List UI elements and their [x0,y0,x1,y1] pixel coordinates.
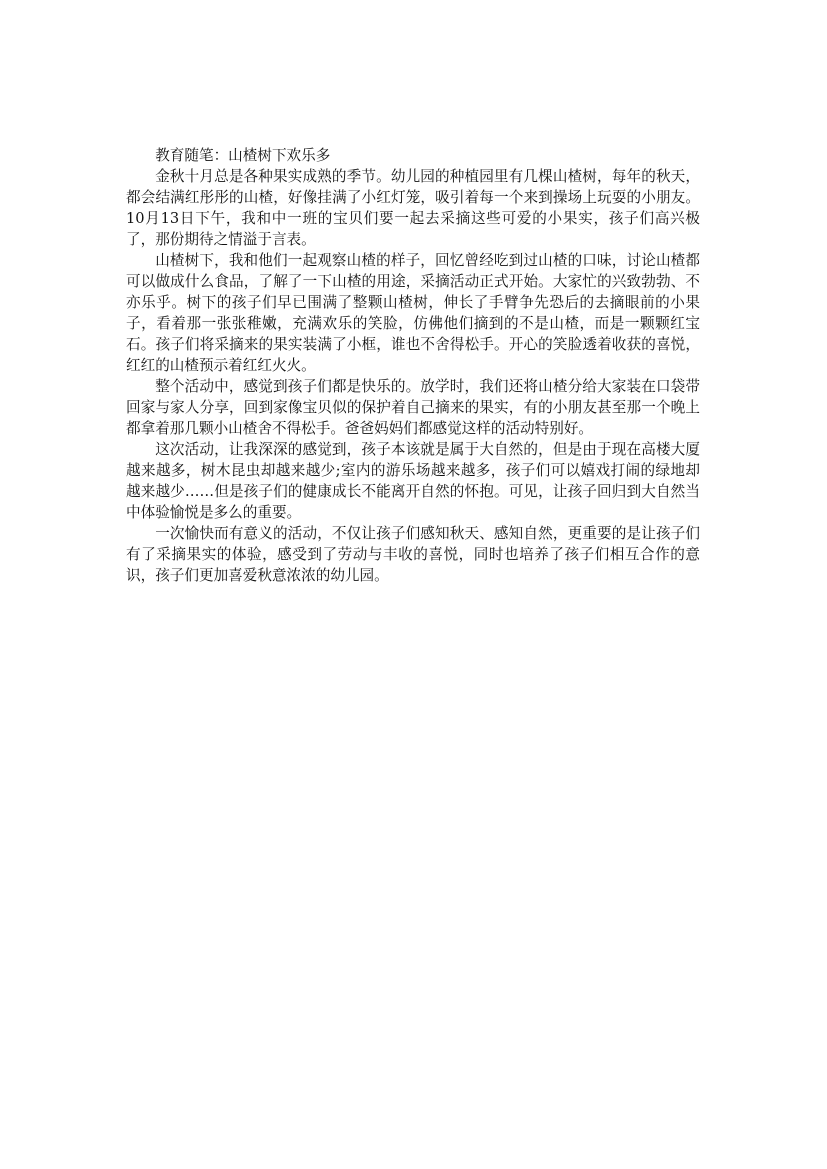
paragraph-2: 山楂树下，我和他们一起观察山楂的样子，回忆曾经吃到过山楂的口味，讨论山楂都可以做成什么食品，了解了一下山楂的用途，采摘活动正式开始。大家忙的兴致勃勃、不亦乐乎。树下的孩子们早已围满了整颗山楂树，伸长了手臂争先恐后的去摘眼前的小果子，看着那一张张稚嫩，充满欢乐的笑脸，仿佛他们摘到的不是山楂，而是一颗颗红宝石。孩子们将采摘来的果实装满了小框，谁也不舍得松手。开心的笑脸透着收获的喜悦，红红的山楂预示着红红火火。 [126,252,700,374]
document-body [126,145,700,586]
paragraph-1: 金秋十月总是各种果实成熟的季节。幼儿园的种植园里有几棵山楂树，每年的秋天，都会结满红彤彤的山楂，好像挂满了小红灯笼，吸引着每一个来到操场上玩耍的小朋友。10月13日下午，我和中一班的宝贝们要一起去采摘这些可爱的小果实，孩子们高兴极了，那份期待之情溢于言表。 [126,168,700,248]
document-title: 教育随笔：山楂树下欢乐多 [155,147,331,164]
paragraph-3: 整个活动中，感觉到孩子们都是快乐的。放学时，我们还将山楂分给大家装在口袋带回家与家人分享，回到家像宝贝似的保护着自己摘来的果实，有的小朋友甚至那一个晚上都拿着那几颗小山楂舍不得松手。爸爸妈妈们都感觉这样的活动特别好。 [126,378,700,437]
paragraph-4: 这次活动，让我深深的感觉到，孩子本该就是属于大自然的，但是由于现在高楼大厦越来越多，树木昆虫却越来越少;室内的游乐场越来越多，孩子们可以嬉戏打闹的绿地却越来越少……但是孩子们的健康成长不能离开自然的怀抱。可见，让孩子回归到大自然当中体验愉悦是多么的重要。 [126,441,700,521]
paragraph-5: 一次愉快而有意义的活动，不仅让孩子们感知秋天、感知自然，更重要的是让孩子们有了采摘果实的体验，感受到了劳动与丰收的喜悦，同时也培养了孩子们相互合作的意识，孩子们更加喜爱秋意浓浓的幼儿园。 [126,525,700,584]
